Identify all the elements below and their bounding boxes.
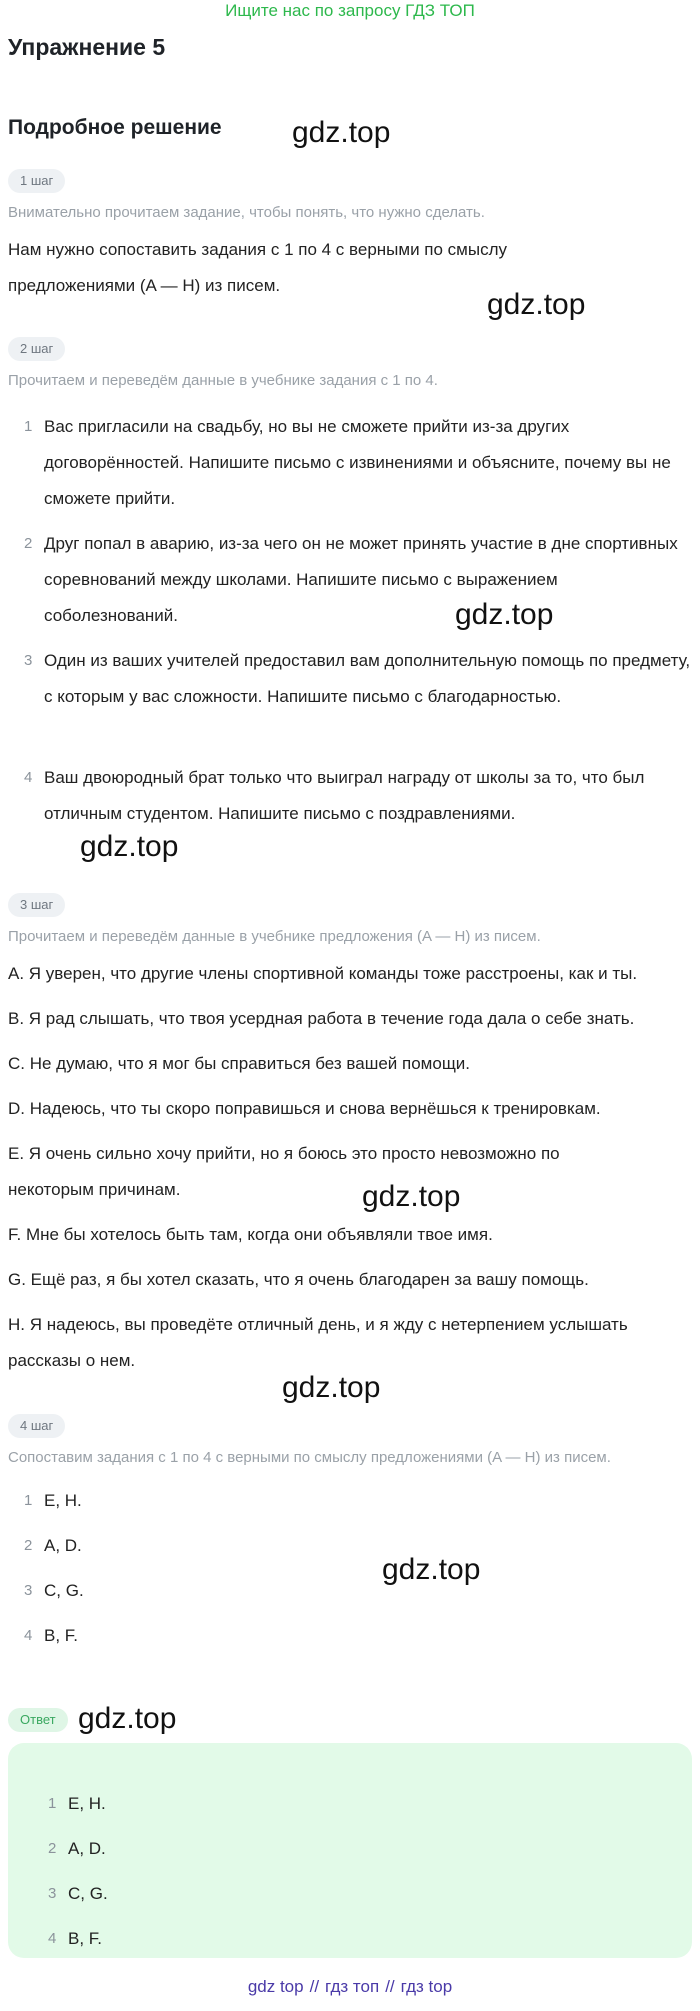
list-text: C, G. (68, 1884, 108, 1903)
list-text: Один из ваших учителей предоставил вам дополнительную помощь по предмету, с которым у вас сложности. Напишите письмо с благодарностью. (44, 651, 691, 706)
list-number: 2 (24, 1537, 33, 1554)
sentence: E. Я очень сильно хочу прийти, но я боюсь это просто невозможно по некоторым причинам. (8, 1144, 560, 1199)
sentence: H. Я надеюсь, вы проведёте отличный день, и я жду с нетерпением услышать рассказы о нем. (8, 1315, 628, 1370)
step-badge: 3 шаг (8, 893, 65, 917)
list-text: A, D. (44, 1536, 82, 1555)
list-item (24, 1573, 694, 1609)
step-badge: 1 шаг (8, 169, 65, 193)
list-item (24, 1528, 694, 1564)
step-badge: 2 шаг (8, 337, 65, 361)
watermark: gdz.top (382, 1553, 481, 1586)
footer-link[interactable]: гдз топ (325, 1977, 380, 1996)
answer-badge: Ответ (8, 1708, 68, 1732)
list-text: Друг попал в аварию, из-за чего он не может принять участие в дне спортивных соревнований между школами. Напишите письмо с выражением соболезнований. (44, 534, 678, 625)
list-item (24, 526, 694, 634)
list-number: 4 (24, 769, 33, 786)
answer-box (8, 1743, 692, 1958)
list-item (24, 409, 694, 517)
list-text: Ваш двоюродный брат только что выиграл награду от школы за то, что был отличным студентом. Напишите письмо с поздравлениями. (44, 768, 645, 823)
watermark: gdz.top (80, 830, 179, 863)
answer-item (48, 1928, 102, 1950)
list-item (24, 1483, 694, 1519)
list-item (24, 760, 694, 832)
watermark: gdz.top (282, 1371, 381, 1404)
list-number: 4 (48, 1930, 57, 1947)
list-item (24, 1618, 694, 1654)
list-text: B, F. (44, 1626, 79, 1645)
list-number: 3 (24, 1582, 33, 1599)
list-number: 1 (48, 1795, 57, 1812)
list-number: 1 (24, 418, 33, 435)
page-title: Упражнение 5 (8, 34, 166, 60)
step-hint: Сопоставим задания с 1 по 4 с верными по смыслу предложениями (A — H) из писем. (8, 1449, 611, 1466)
list-text: E, H. (68, 1794, 106, 1813)
sentence: A. Я уверен, что другие члены спортивной команды тоже расстроены, как и ты. (8, 964, 638, 983)
sentence: F. Мне бы хотелось быть там, когда они объявляли твое имя. (8, 1225, 493, 1244)
step-hint: Внимательно прочитаем задание, чтобы понять, что нужно сделать. (8, 204, 485, 221)
step-hint: Прочитаем и переведём данные в учебнике задания с 1 по 4. (8, 372, 438, 389)
watermark: gdz.top (292, 116, 391, 149)
footer-separator: // (385, 1977, 395, 1996)
answer-item (48, 1883, 108, 1905)
section-title: Подробное решение (8, 116, 222, 139)
step-hint: Прочитаем и переведём данные в учебнике предложения (A — H) из писем. (8, 928, 541, 945)
watermark: gdz.top (78, 1702, 177, 1735)
footer-links (0, 1977, 700, 1997)
watermark: gdz.top (487, 288, 586, 321)
footer-separator: // (309, 1977, 320, 1996)
sentence: D. Надеюсь, что ты скоро поправишься и снова вернёшься к тренировкам. (8, 1099, 601, 1118)
step-badge: 4 шаг (8, 1414, 65, 1438)
list-text: A, D. (68, 1839, 106, 1858)
list-number: 3 (48, 1885, 57, 1902)
list-text: E, H. (44, 1491, 82, 1510)
watermark: gdz.top (455, 598, 554, 631)
list-number: 1 (24, 1492, 33, 1509)
list-number: 4 (24, 1627, 33, 1644)
footer-link[interactable]: gdz top (247, 1977, 304, 1996)
sentence: B. Я рад слышать, что твоя усердная работа в течение года дала о себе знать. (8, 1009, 635, 1028)
watermark: gdz.top (362, 1180, 461, 1213)
list-number: 2 (24, 535, 33, 552)
answer-item (48, 1838, 106, 1860)
step-text: Нам нужно сопоставить задания с 1 по 4 с верными по смыслу предложениями (A — H) из писем. (8, 240, 508, 295)
list-text: B, F. (68, 1929, 103, 1948)
sentence: C. Не думаю, что я мог бы справиться без вашей помощи. (8, 1054, 471, 1073)
footer-link[interactable]: гдз top (400, 1977, 453, 1996)
sentence: G. Ещё раз, я бы хотел сказать, что я очень благодарен за вашу помощь. (8, 1270, 589, 1289)
list-item (24, 643, 694, 715)
list-text: Вас пригласили на свадьбу, но вы не сможете прийти из-за других договорённостей. Напишите письмо с извинениями и объясните, почему вы не сможете прийти. (44, 417, 671, 508)
answer-item (48, 1793, 106, 1815)
list-number: 2 (48, 1840, 57, 1857)
list-text: C, G. (44, 1581, 84, 1600)
search-hint-link[interactable]: Ищите нас по запросу ГДЗ ТОП (225, 1, 475, 20)
list-number: 3 (24, 652, 33, 669)
